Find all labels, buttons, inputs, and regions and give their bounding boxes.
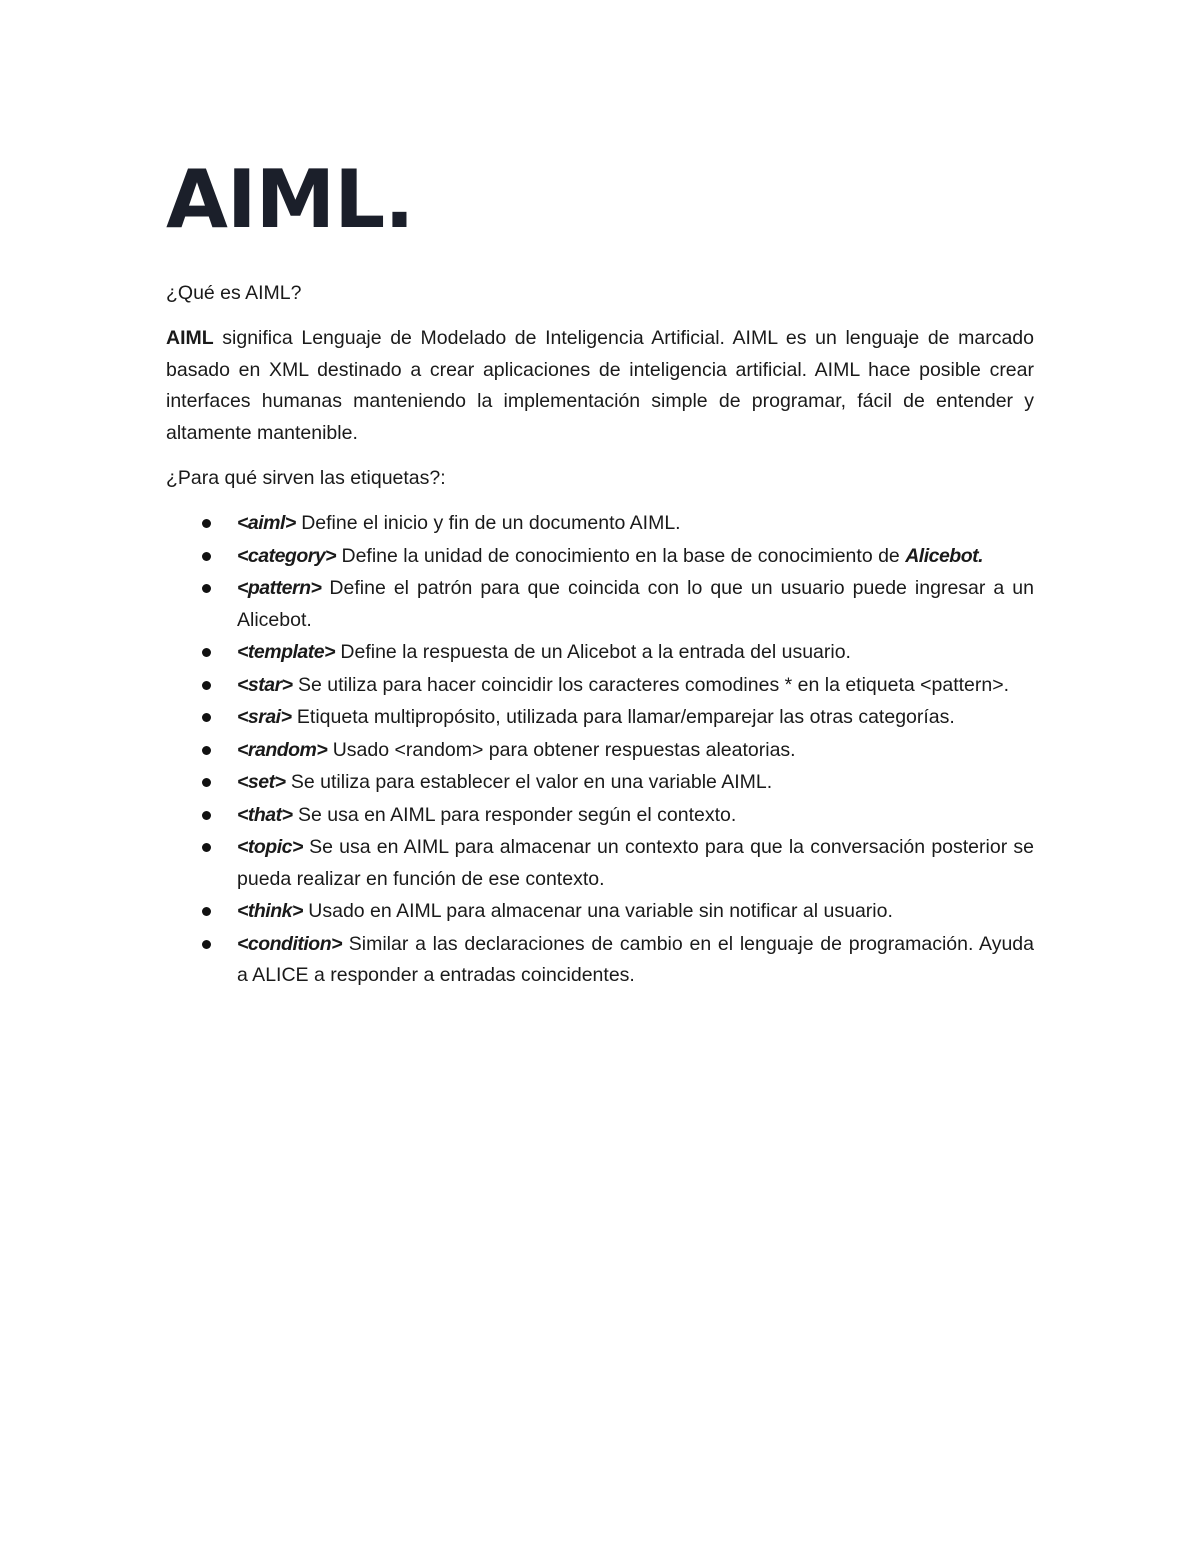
tag-description: Define el patrón para que coincida con lo que un usuario puede ingresar a un Alicebot. xyxy=(237,577,1034,631)
bullet-icon xyxy=(202,584,211,593)
tag-description: Se usa en AIML para almacenar un contexto para que la conversación posterior se pueda realizar en función de ese contexto. xyxy=(237,836,1034,890)
bullet-icon xyxy=(202,519,211,528)
bullet-icon xyxy=(202,843,211,852)
bullet-icon xyxy=(202,940,211,949)
intro-paragraph xyxy=(166,323,1034,449)
list-item xyxy=(166,929,1034,992)
bullet-icon xyxy=(202,778,211,787)
list-item xyxy=(166,735,1034,767)
tag-description: Define la unidad de conocimiento en la base de conocimiento de xyxy=(336,544,906,567)
list-item xyxy=(166,832,1034,895)
tag-description: Se utiliza para establecer el valor en una variable AIML. xyxy=(285,771,773,793)
tag-description: Etiqueta multipropósito, utilizada para llamar/emparejar las otras categorías. xyxy=(291,706,955,728)
tag-name: <pattern> xyxy=(237,577,322,599)
tag-name: <set> xyxy=(237,771,286,793)
bullet-icon xyxy=(202,681,211,690)
document-page xyxy=(166,150,1034,993)
bullet-icon xyxy=(202,907,211,916)
document-title: AIML. xyxy=(166,153,414,246)
tag-description: Se utiliza para hacer coincidir los caracteres comodines * en la etiqueta <pattern>. xyxy=(292,673,1010,696)
tag-extra: Alicebot. xyxy=(905,544,984,567)
list-item xyxy=(166,637,1034,669)
list-item xyxy=(166,767,1034,799)
tag-name: <srai> xyxy=(237,706,292,728)
tag-name: <condition> xyxy=(237,932,343,955)
bullet-icon xyxy=(202,552,211,561)
tag-name: <think> xyxy=(237,900,303,922)
tag-description: Usado <random> para obtener respuestas aleatorias. xyxy=(327,738,796,761)
tag-list xyxy=(166,508,1034,992)
question-tags-purpose: ¿Para qué sirven las etiquetas?: xyxy=(166,467,446,489)
tag-name: <random> xyxy=(237,738,328,761)
tag-name: <that> xyxy=(237,803,293,826)
list-item xyxy=(166,702,1034,734)
list-item xyxy=(166,573,1034,636)
bullet-icon xyxy=(202,746,211,755)
tag-description: Usado en AIML para almacenar una variable sin notificar al usuario. xyxy=(302,900,893,922)
intro-text: significa Lenguaje de Modelado de Inteligencia Artificial. AIML es un lenguaje de marcado basado en XML destinado a crear aplicaciones de inteligencia artificial. AIML hace posible crear interfaces humanas manteniendo la implementación simple de programar, fácil de entender y altamente mantenible. xyxy=(166,327,1034,444)
list-item xyxy=(166,800,1034,832)
list-item xyxy=(166,896,1034,928)
tag-name: <template> xyxy=(237,641,335,663)
tag-name: <aiml> xyxy=(237,512,296,534)
question-what-is-aiml: ¿Qué es AIML? xyxy=(166,282,302,304)
intro-term: AIML xyxy=(166,327,214,349)
tag-description: Define el inicio y fin de un documento AIML. xyxy=(295,512,681,534)
tag-description: Se usa en AIML para responder según el contexto. xyxy=(292,803,737,826)
tag-description: Define la respuesta de un Alicebot a la entrada del usuario. xyxy=(334,641,851,663)
bullet-icon xyxy=(202,811,211,820)
list-item xyxy=(166,541,1034,573)
list-item xyxy=(166,508,1034,540)
tag-name: <category> xyxy=(237,544,337,567)
tag-name: <star> xyxy=(237,673,293,696)
bullet-icon xyxy=(202,713,211,722)
bullet-icon xyxy=(202,648,211,657)
tag-name: <topic> xyxy=(237,836,303,858)
tag-description: Similar a las declaraciones de cambio en el lenguaje de programación. Ayuda a ALICE a responder a entradas coincidentes. xyxy=(237,932,1034,986)
list-item xyxy=(166,670,1034,702)
